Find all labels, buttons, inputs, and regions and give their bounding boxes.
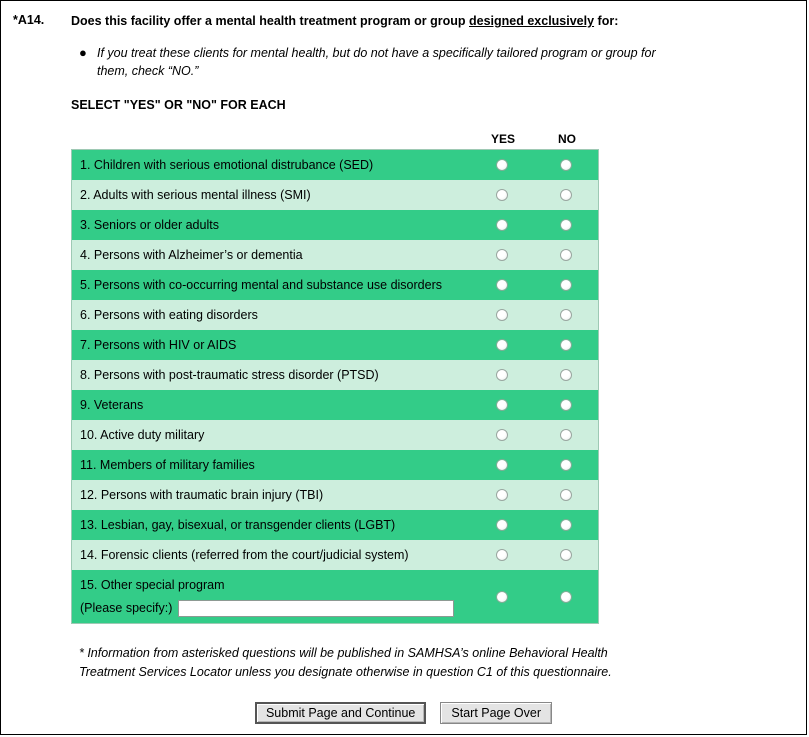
radio-no-8[interactable] [560,369,572,381]
radio-no-9[interactable] [560,399,572,411]
instruction-text: SELECT "YES" OR "NO" FOR EACH [71,98,286,113]
row-radios [470,249,598,261]
row-radios [470,570,598,623]
column-header-no: NO [558,132,576,147]
row-radios [470,309,598,321]
row-label: 4. Persons with Alzheimer’s or dementia [80,248,303,262]
column-headers [71,124,599,149]
row-label: 1. Children with serious emotional distrubance (SED) [80,158,374,172]
radio-yes-6[interactable] [496,309,508,321]
row-radios [470,219,598,231]
radio-no-12[interactable] [560,489,572,501]
row-label: 11. Members of military families [80,458,255,472]
row-label: 13. Lesbian, gay, bisexual, or transgender clients (LGBT) [80,518,396,532]
row-radios [470,399,598,411]
row-radios [470,549,598,561]
radio-cell-no[interactable] [534,279,598,291]
answer-grid [71,149,599,624]
row-radios [470,489,598,501]
radio-no-11[interactable] [560,459,572,471]
row-radios [470,369,598,381]
radio-yes-7[interactable] [496,339,508,351]
radio-yes-14[interactable] [496,549,508,561]
table-row [72,480,598,510]
bullet-note [71,44,786,80]
table-row [72,390,598,420]
start-page-over-button[interactable]: Start Page Over [440,702,552,724]
radio-cell-yes[interactable] [470,549,534,561]
radio-yes-10[interactable] [496,429,508,441]
radio-cell-no[interactable] [534,489,598,501]
radio-yes-4[interactable] [496,249,508,261]
radio-yes-11[interactable] [496,459,508,471]
radio-cell-no[interactable] [534,219,598,231]
answer-grid-wrapper [71,124,599,624]
radio-cell-yes[interactable] [470,279,534,291]
radio-no-6[interactable] [560,309,572,321]
question-text-underlined: designed exclusively [469,14,595,28]
specify-label: (Please specify:) [80,601,173,616]
radio-no-7[interactable] [560,339,572,351]
table-row [72,270,598,300]
radio-cell-yes[interactable] [470,249,534,261]
row-radios [470,459,598,471]
question-text [71,13,618,30]
radio-no-1[interactable] [560,159,572,171]
row-radios [470,339,598,351]
table-row [72,420,598,450]
radio-cell-yes[interactable] [470,219,534,231]
row-label: 14. Forensic clients (referred from the court/judicial system) [80,548,409,562]
radio-cell-no[interactable] [534,399,598,411]
bullet-note-text: If you treat these clients for mental health, but do not have a specifically tailored program or group for them, check “NO.” [97,45,656,78]
radio-cell-no[interactable] [534,339,598,351]
radio-yes-2[interactable] [496,189,508,201]
row-label: 8. Persons with post-traumatic stress disorder (PTSD) [80,368,379,382]
row-label: 2. Adults with serious mental illness (SMI) [80,188,311,202]
row-radios [470,519,598,531]
radio-yes-5[interactable] [496,279,508,291]
radio-cell-no[interactable] [534,459,598,471]
footnote: * Information from asterisked questions will be published in SAMHSA’s online Behavioral Health Treatment Services Locator unless you designate otherwise in question C1 of this questionnaire. [79,646,612,679]
row-label: 15. Other special program [80,578,225,593]
radio-cell-no[interactable] [534,309,598,321]
table-row [72,450,598,480]
radio-yes-13[interactable] [496,519,508,531]
table-row-other [72,570,598,623]
row-label: 7. Persons with HIV or AIDS [80,338,237,352]
radio-cell-no[interactable] [534,549,598,561]
radio-cell-yes[interactable] [470,399,534,411]
radio-yes-12[interactable] [496,489,508,501]
radio-yes-8[interactable] [496,369,508,381]
radio-cell-yes[interactable] [470,309,534,321]
other-specify-input[interactable] [178,600,454,617]
radio-cell-yes[interactable] [470,369,534,381]
specify-line [80,599,464,617]
row-radios [470,159,598,171]
row-label: 6. Persons with eating disorders [80,308,258,322]
radio-cell-no[interactable] [534,249,598,261]
table-row [72,240,598,270]
row-label: 10. Active duty military [80,428,205,442]
table-row [72,330,598,360]
row-radios [470,279,598,291]
row-label: 5. Persons with co-occurring mental and substance use disorders [80,278,442,292]
row-label: 12. Persons with traumatic brain injury (TBI) [80,488,324,502]
table-row [72,150,598,180]
radio-cell-no[interactable] [534,519,598,531]
table-row [72,540,598,570]
radio-no-3[interactable] [560,219,572,231]
radio-cell-no[interactable] [534,159,598,171]
table-row [72,180,598,210]
radio-no-15[interactable] [560,591,572,603]
radio-cell-yes[interactable] [470,459,534,471]
radio-yes-9[interactable] [496,399,508,411]
table-row [72,300,598,330]
question-body [71,44,806,112]
row-label: 9. Veterans [80,398,144,412]
row-radios [470,429,598,441]
question-text-after: for: [594,14,619,28]
radio-cell-yes[interactable] [470,429,534,441]
radio-no-13[interactable] [560,519,572,531]
radio-cell-yes[interactable] [470,159,534,171]
submit-page-button[interactable]: Submit Page and Continue [255,702,426,724]
radio-cell-no[interactable] [534,591,598,603]
question-number: *A14. [13,13,45,27]
question-text-before: Does this facility offer a mental health treatment program or group [71,14,469,28]
radio-no-2[interactable] [560,189,572,201]
question-header [1,1,806,30]
radio-no-14[interactable] [560,549,572,561]
row-radios [470,189,598,201]
column-header-yes: YES [490,132,515,147]
radio-yes-1[interactable] [496,159,508,171]
radio-cell-no[interactable] [534,369,598,381]
radio-cell-yes[interactable] [470,339,534,351]
radio-cell-no[interactable] [534,429,598,441]
radio-cell-yes[interactable] [470,189,534,201]
radio-cell-yes[interactable] [470,519,534,531]
radio-yes-3[interactable] [496,219,508,231]
radio-cell-no[interactable] [534,189,598,201]
radio-cell-yes[interactable] [470,489,534,501]
radio-yes-15[interactable] [496,591,508,603]
table-row [72,360,598,390]
table-row [72,210,598,240]
button-bar [1,702,806,724]
row-label: 3. Seniors or older adults [80,218,219,232]
radio-no-4[interactable] [560,249,572,261]
radio-no-5[interactable] [560,279,572,291]
bullet-icon: ● [79,44,87,60]
radio-cell-yes[interactable] [470,591,534,603]
table-row [72,510,598,540]
other-row-content [72,570,470,623]
radio-no-10[interactable] [560,429,572,441]
